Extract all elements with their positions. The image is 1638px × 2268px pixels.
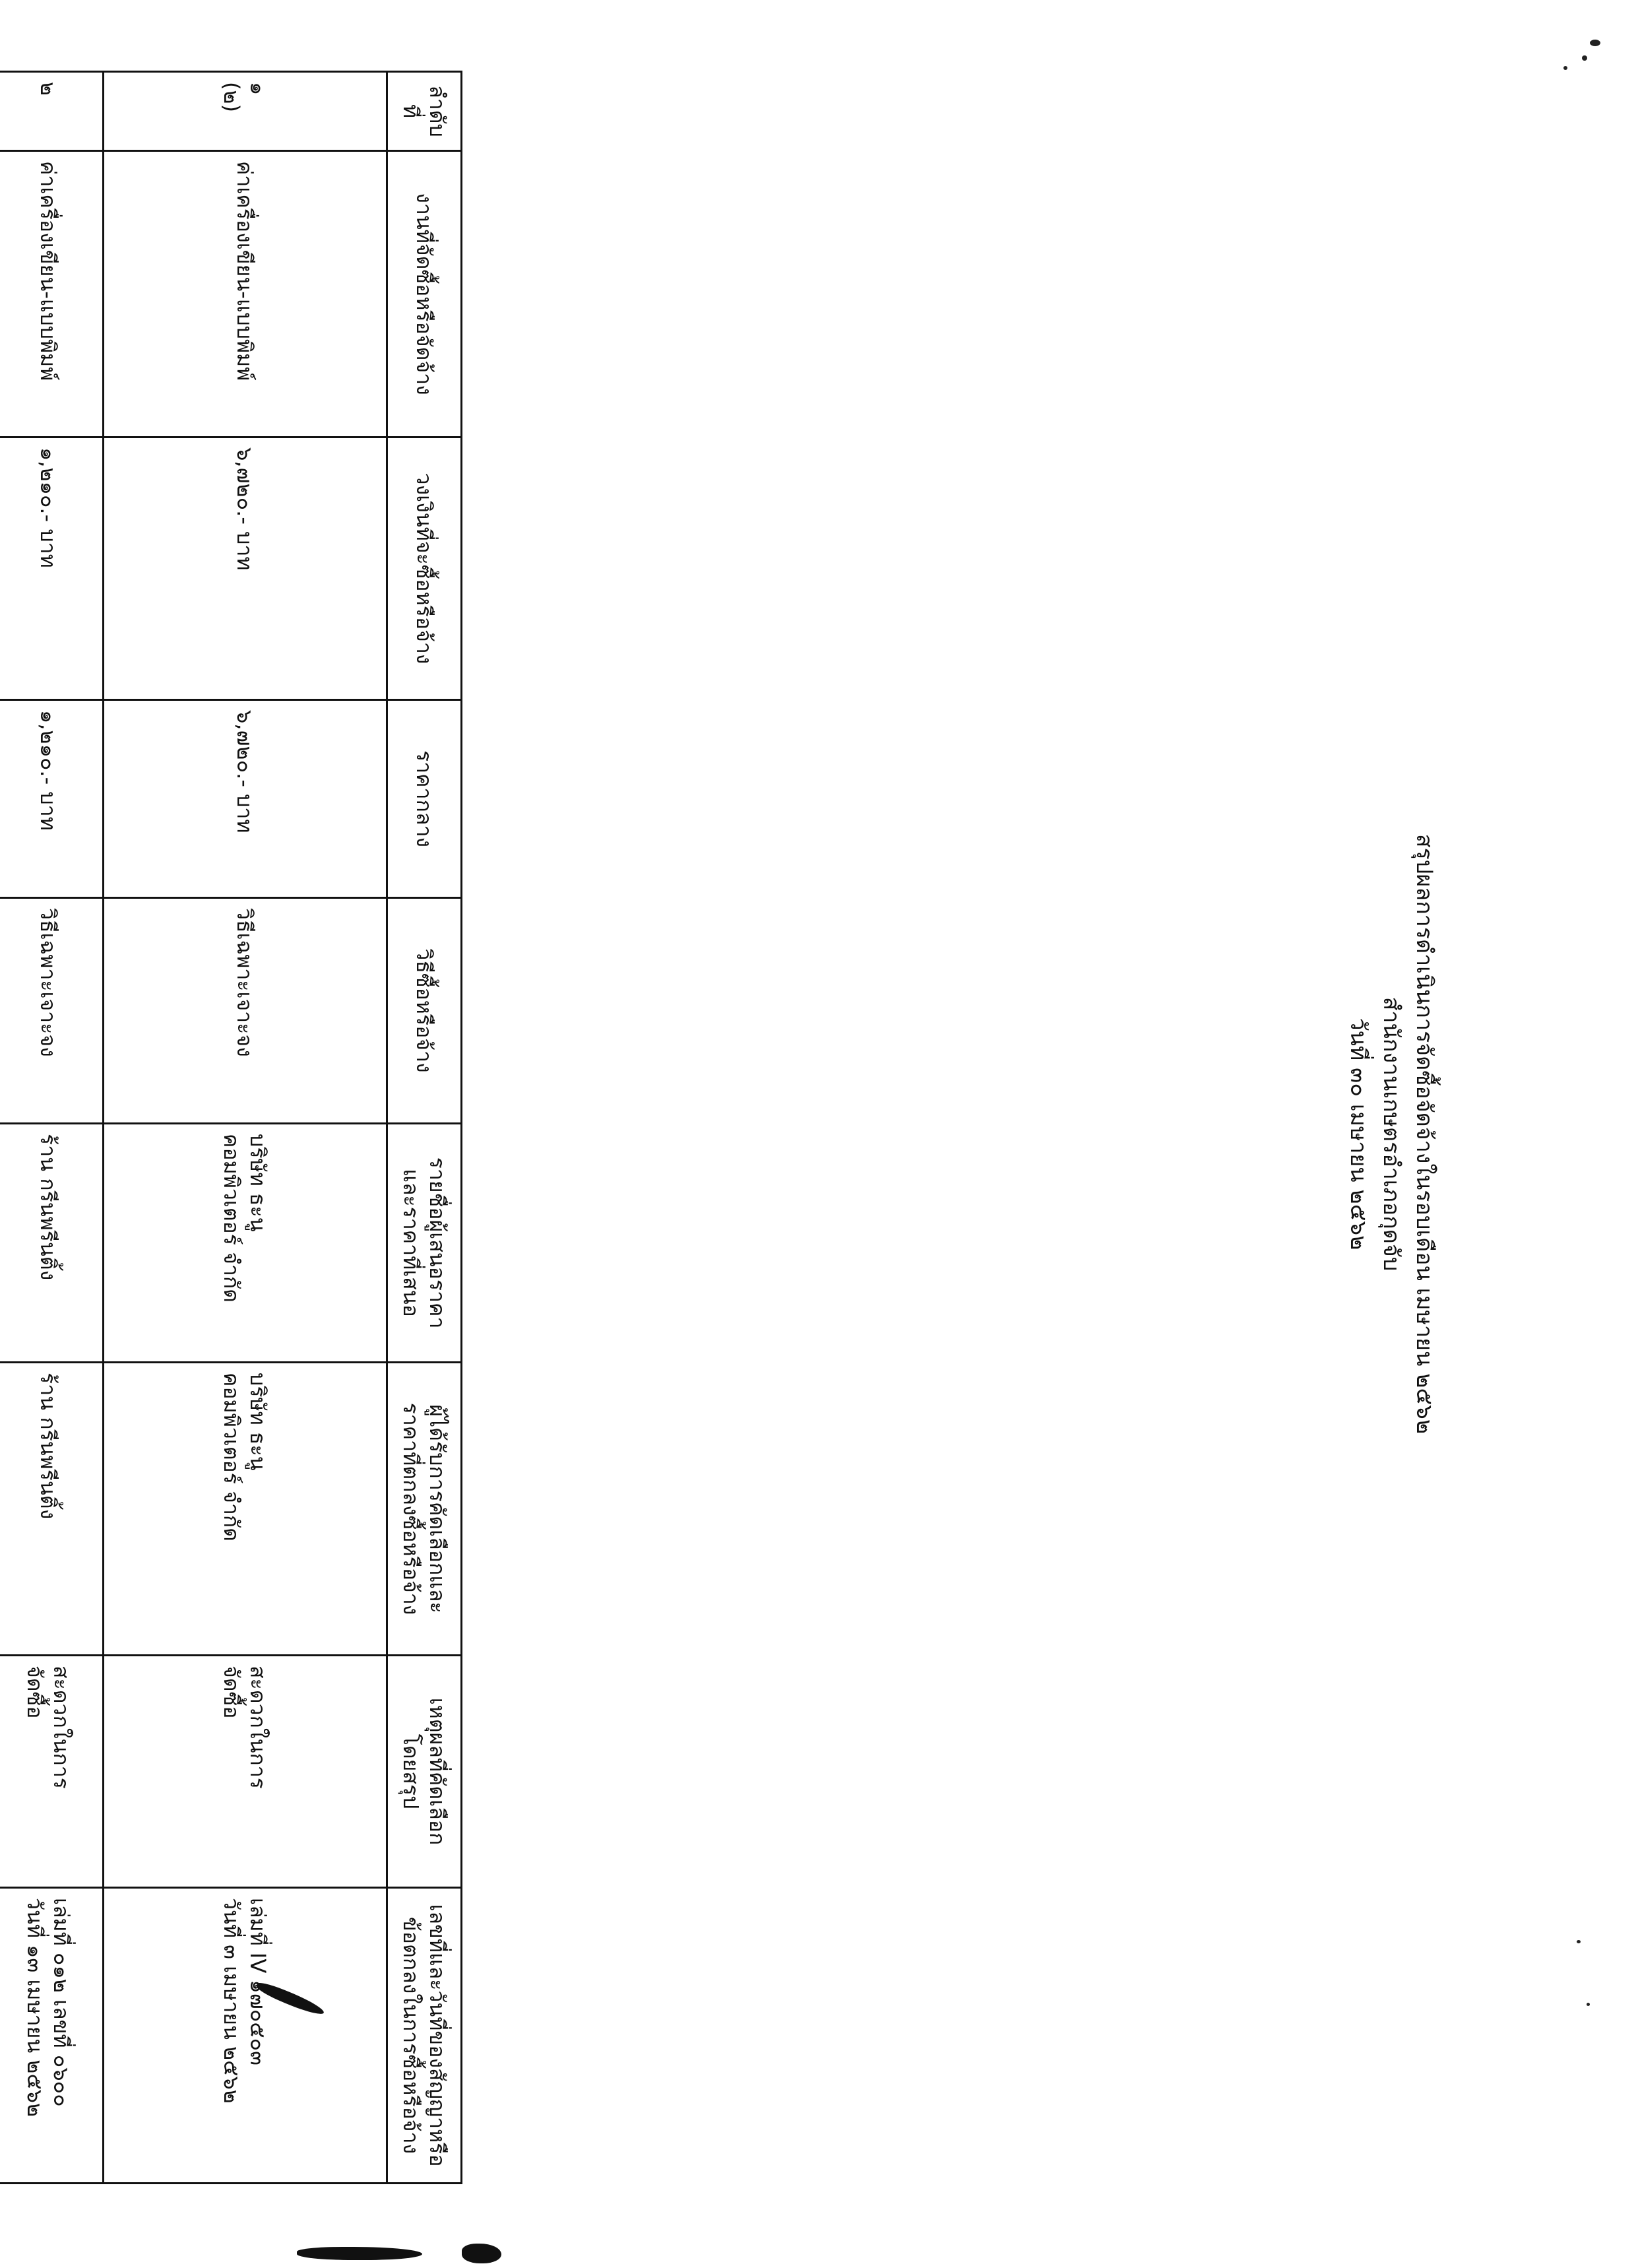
scan-smear [297, 2247, 422, 2260]
cell-line: ๖,๗๒๐.- บาท [232, 447, 258, 571]
cell-item [104, 151, 387, 437]
cell-line: ร้าน กรีนพรีนติ้ง [36, 1134, 61, 1281]
column-header [387, 1124, 462, 1363]
cell-item [0, 151, 104, 437]
cell-line: คอมพิวเตอร์ จำกัด [219, 1373, 245, 1541]
procurement-table [0, 71, 462, 2184]
cell-line: ราคาที่ตกลงซื้อหรือจ้าง [398, 1402, 424, 1615]
cell-line: ที่ [398, 104, 424, 119]
cell-method [104, 898, 387, 1124]
cell-line: และราคาที่เสนอ [398, 1169, 424, 1317]
table-header-row [387, 72, 462, 2184]
cell-line: ข้อตกลงในการซื้อหรือจ้าง [398, 1916, 424, 2155]
cell-line: ราคากลาง [412, 750, 437, 848]
cell-bidders [104, 1124, 387, 1363]
cell-line: ค่าเครื่องเขียน-แบบพิมพ์ [232, 161, 258, 381]
cell-line: วิธีเฉพาะเจาะจง [232, 908, 258, 1057]
cell-line: บริษัท ธะนู [245, 1373, 271, 1471]
cell-bidders [0, 1124, 104, 1363]
cell-no [0, 72, 104, 151]
cell-line: (๒) [219, 82, 245, 113]
cell-line: จัดซื้อ [219, 1666, 245, 1719]
cell-line: ๖,๗๒๐.- บาท [232, 710, 258, 833]
cell-contract [104, 1888, 387, 2184]
cell-line: วันที่ ๓ เมษายน ๒๕๖๒ [219, 1898, 245, 2104]
cell-line: งานที่จัดซื้อหรือจัดจ้าง [412, 193, 437, 395]
cell-reason [104, 1656, 387, 1888]
cell-line: เหตุผลที่คัดเลือก [425, 1697, 450, 1846]
scan-speck [1587, 2003, 1590, 2006]
report-date: วันที่ ๓๐ เมษายน ๒๕๖๒ [1345, 1018, 1371, 1250]
scan-speck [1590, 40, 1600, 46]
cell-budget [0, 437, 104, 700]
scan-speck [1582, 55, 1587, 61]
column-header [387, 1656, 462, 1888]
cell-median [104, 700, 387, 898]
table-row [104, 72, 387, 2184]
cell-method [0, 898, 104, 1124]
cell-winner [104, 1363, 387, 1656]
cell-line: ผู้ได้รับการคัดเลือกและ [425, 1404, 450, 1613]
cell-line: ค่าเครื่องเขียน-แบบพิมพ์ [36, 161, 61, 381]
column-header [387, 1888, 462, 2184]
cell-line: ๑ [245, 82, 271, 96]
cell-line: เลขที่และวันที่ของสัญญาหรือ [425, 1904, 450, 2167]
cell-no [104, 72, 387, 151]
column-header [387, 898, 462, 1124]
cell-line: วิธีซื้อหรือจ้าง [412, 948, 437, 1073]
cell-line: เล่มที่ ๐๑๒ เลขที่ ๐๖๐๐ [49, 1898, 74, 2107]
cell-line: สะดวกในการ [245, 1666, 271, 1789]
cell-line: ๑,๒๑๐.- บาท [36, 710, 61, 831]
cell-line: วงเงินที่จะซื้อหรือจ้าง [412, 472, 437, 664]
column-header [387, 151, 462, 437]
cell-line: วิธีเฉพาะเจาะจง [36, 908, 61, 1057]
cell-line: คอมพิวเตอร์ จำกัด [219, 1134, 245, 1303]
cell-budget [104, 437, 387, 700]
office-name: สำนักงานเกษตรอำเภอกุดจับ [1378, 996, 1404, 1272]
table-row [0, 72, 104, 2184]
cell-winner [0, 1363, 104, 1656]
cell-line: ๒ [36, 82, 61, 96]
scan-smear [462, 2244, 501, 2263]
cell-line: รายชื่อผู้เสนอราคา [425, 1157, 450, 1329]
cell-line: วันที่ ๑๓ เมษายน ๒๕๖๒ [22, 1898, 47, 2118]
cell-median [0, 700, 104, 898]
scan-speck [1563, 66, 1567, 70]
column-header [387, 1363, 462, 1656]
column-header [387, 437, 462, 700]
cell-line: ร้าน กรีนพรีนติ้ง [36, 1373, 61, 1520]
cell-line: เล่มที่ IV ๑๗๐๕๐๓ [245, 1898, 271, 2065]
cell-reason [0, 1656, 104, 1888]
cell-line: ๑,๒๑๐.- บาท [36, 447, 61, 568]
column-header [387, 700, 462, 898]
cell-line: สะดวกในการ [49, 1666, 74, 1789]
cell-line: จัดซื้อ [22, 1666, 47, 1719]
cell-line: โดยสรุป [398, 1733, 424, 1809]
scan-speck [1577, 1940, 1581, 1943]
column-header [387, 72, 462, 151]
cell-line: ลำดับ [425, 85, 450, 137]
cell-contract [0, 1888, 104, 2184]
cell-line: บริษัท ธะนู [245, 1134, 271, 1232]
page-title: สรุปผลการดำเนินการจัดซื้อจัดจ้างในรอบเดือน เมษายน ๒๕๖๒ [1411, 833, 1437, 1435]
